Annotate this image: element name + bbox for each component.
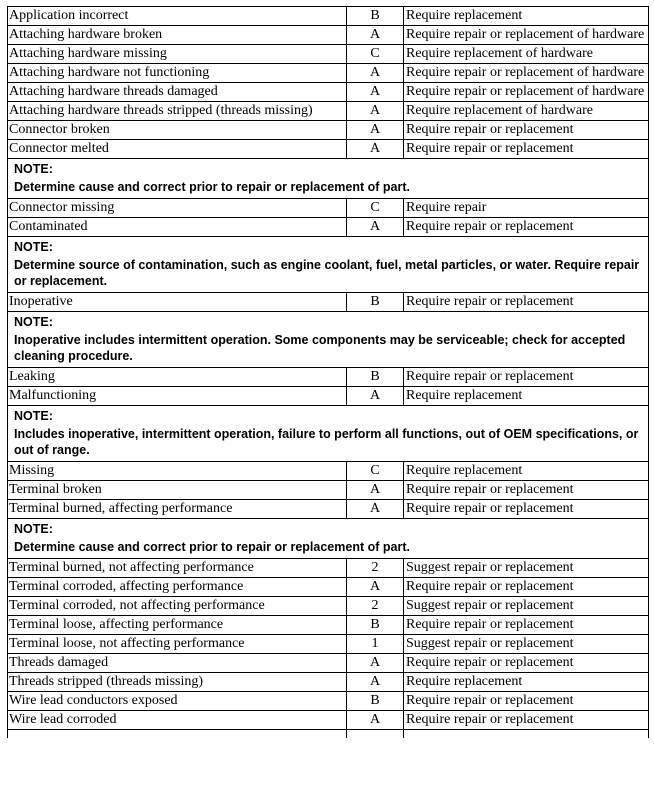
action-cell: Require repair or replacement of hardware [406,84,645,99]
action-cell: Require repair [406,200,487,215]
note-text: Determine source of contamination, such as engine coolant, fuel, metal particles, or water. Require repair or replacement. [14,258,640,288]
table-row [7,692,649,711]
condition-cell: Terminal loose, not affecting performance [8,635,347,653]
action-cell: Require repair or replacement [406,122,574,137]
condition-cell: Attaching hardware threads stripped (threads missing) [8,102,347,120]
action-cell: Require repair or replacement [406,617,574,632]
code-cell: C [347,45,404,63]
action-cell: Suggest repair or replacement [406,598,574,613]
condition-cell: Application incorrect [8,7,347,25]
condition-cell: Threads stripped (threads missing) [8,673,347,691]
note-label: NOTE: [14,315,53,329]
condition-cell: Missing [8,462,347,480]
condition-cell: Wire lead conductors exposed [8,692,347,710]
table-row-cutoff [7,730,649,738]
action-cell: Suggest repair or replacement [406,560,574,575]
code-cell: A [347,83,404,101]
action-cell: Require replacement [406,463,523,478]
condition-cell: Connector missing [8,199,347,217]
table-row [7,218,649,237]
code-cell: A [347,102,404,120]
condition-cell: Terminal burned, not affecting performance [8,559,347,577]
condition-cell: Terminal corroded, affecting performance [8,578,347,596]
action-cell: Require repair or replacement [406,655,574,670]
action-cell: Suggest repair or replacement [406,636,574,651]
condition-cell: Inoperative [8,293,347,311]
code-cell: A [347,387,404,405]
condition-cell: Wire lead corroded [8,711,347,729]
action-cell: Require repair or replacement of hardware [406,27,645,42]
code-cell: A [347,654,404,672]
note-block [7,519,649,559]
table-row [7,102,649,121]
table-row [7,500,649,519]
code-cell: B [347,616,404,634]
action-cell: Require repair or replacement [406,482,574,497]
note-block [7,312,649,368]
code-cell: A [347,481,404,499]
code-cell: C [347,199,404,217]
action-cell: Require replacement [406,388,523,403]
action-cell: Require repair or replacement [406,501,574,516]
code-cell: A [347,500,404,518]
table-row [7,578,649,597]
condition-cell: Leaking [8,368,347,386]
code-cell: 2 [347,559,404,577]
table-row [7,462,649,481]
code-cell: A [347,140,404,158]
table-row [7,121,649,140]
code-cell: B [347,7,404,25]
table-row [7,597,649,616]
code-cell: A [347,218,404,236]
code-cell: B [347,692,404,710]
code-cell: A [347,64,404,82]
condition-cell: Terminal loose, affecting performance [8,616,347,634]
inspection-table [7,6,649,738]
action-cell: Require repair or replacement [406,712,574,727]
action-cell: Require replacement of hardware [406,46,593,61]
condition-cell: Malfunctioning [8,387,347,405]
code-cell: A [347,578,404,596]
note-block [7,406,649,462]
code-cell: C [347,462,404,480]
action-cell: Require repair or replacement [406,369,574,384]
code-cell: A [347,711,404,729]
empty-cell [404,730,648,738]
condition-cell: Contaminated [8,218,347,236]
condition-cell: Terminal burned, affecting performance [8,500,347,518]
code-cell: A [347,26,404,44]
note-text: Includes inoperative, intermittent operation, failure to perform all functions, out of OEM specifications, or out of range. [14,427,639,457]
table-row [7,26,649,45]
note-text: Determine cause and correct prior to repair or replacement of part. [14,180,410,194]
action-cell: Require replacement [406,8,523,23]
condition-cell: Attaching hardware not functioning [8,64,347,82]
table-row [7,711,649,730]
action-cell: Require repair or replacement [406,219,574,234]
note-label: NOTE: [14,240,53,254]
condition-cell: Threads damaged [8,654,347,672]
empty-cell [347,730,404,738]
table-row [7,199,649,218]
code-cell: B [347,293,404,311]
table-row [7,616,649,635]
condition-cell: Terminal corroded, not affecting performance [8,597,347,615]
code-cell: A [347,121,404,139]
note-block [7,237,649,293]
empty-cell [8,730,347,738]
table-row [7,673,649,692]
code-cell: 1 [347,635,404,653]
condition-cell: Connector broken [8,121,347,139]
note-label: NOTE: [14,162,53,176]
note-text: Determine cause and correct prior to repair or replacement of part. [14,540,410,554]
table-row [7,559,649,578]
condition-cell: Terminal broken [8,481,347,499]
note-label: NOTE: [14,522,53,536]
action-cell: Require repair or replacement of hardware [406,65,645,80]
code-cell: A [347,673,404,691]
action-cell: Require repair or replacement [406,579,574,594]
condition-cell: Connector melted [8,140,347,158]
table-row [7,64,649,83]
action-cell: Require repair or replacement [406,141,574,156]
condition-cell: Attaching hardware threads damaged [8,83,347,101]
note-label: NOTE: [14,409,53,423]
note-block [7,159,649,199]
table-row [7,481,649,500]
table-row [7,293,649,312]
table-row [7,387,649,406]
table-row [7,45,649,64]
table-row [7,368,649,387]
table-row [7,635,649,654]
condition-cell: Attaching hardware broken [8,26,347,44]
table-row [7,83,649,102]
code-cell: B [347,368,404,386]
action-cell: Require repair or replacement [406,693,574,708]
table-row [7,654,649,673]
action-cell: Require replacement of hardware [406,103,593,118]
action-cell: Require repair or replacement [406,294,574,309]
action-cell: Require replacement [406,674,523,689]
note-text: Inoperative includes intermittent operation. Some components may be serviceable; check for accepted cleaning procedure. [14,333,626,363]
table-row [7,7,649,26]
table-row [7,140,649,159]
condition-cell: Attaching hardware missing [8,45,347,63]
code-cell: 2 [347,597,404,615]
